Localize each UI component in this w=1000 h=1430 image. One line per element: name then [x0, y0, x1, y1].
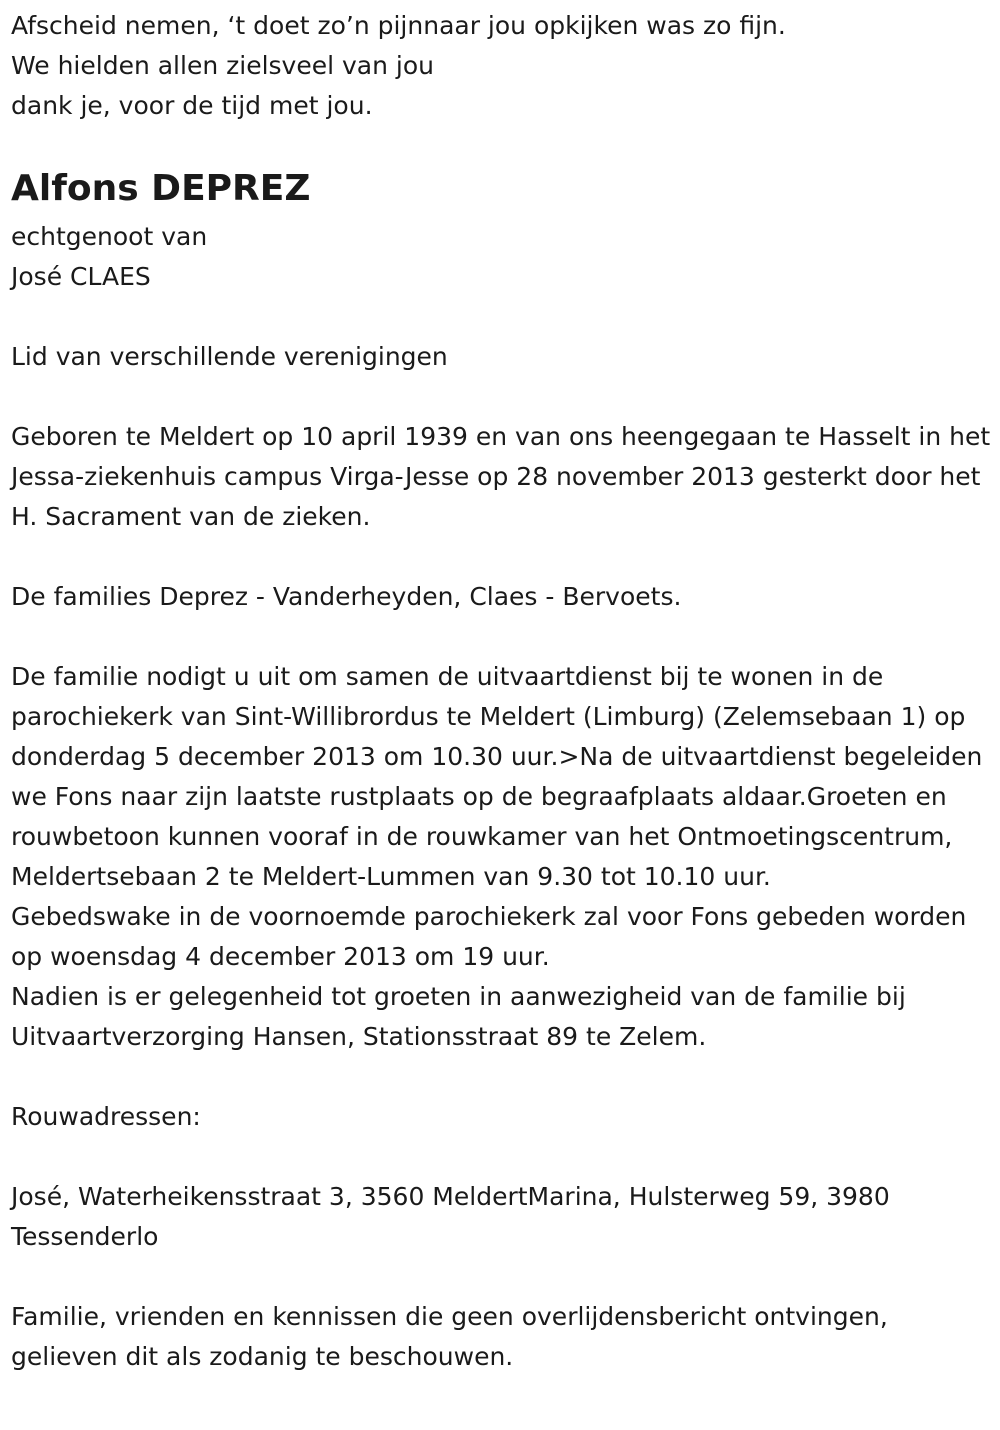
funeral-service-text: De familie nodigt u uit om samen de uitvaartdienst bij te wonen in de parochiekerk van Sint-Willibrordus te Meldert (Limburg) (Zelemsebaan 1) op donderdag 5 december 2013 om 10.30 uur.>Na de uitvaartdienst begeleiden we Fons naar zijn laatste rustplaats op de begraafplaats aldaar.Groeten en rouwbetoon kunnen vooraf in de rouwkamer van het Ontmoetingscentrum, Meldertsebaan 2 te Meldert-Lummen van 9.30 tot 10.10 uur. [11, 662, 983, 891]
obituary-page [11, 6, 995, 1377]
visitation-text: Nadien is er gelegenheid tot groeten in aanwezigheid van de familie bij Uitvaartverzorging Hansen, Stationsstraat 89 te Zelem. [11, 982, 906, 1051]
poem [11, 6, 995, 126]
families-text: De families Deprez - Vanderheyden, Claes - Bervoets. [11, 582, 682, 611]
poem-line: dank je, voor de tijd met jou. [11, 91, 373, 120]
addresses-heading: Rouwadressen: [11, 1102, 201, 1131]
deceased-name: Alfons DEPREZ [11, 168, 311, 209]
relation-text: echtgenoot van [11, 222, 208, 251]
closing-text: Familie, vrienden en kennissen die geen overlijdensbericht ontvingen, gelieven dit als zodanig te beschouwen. [11, 1302, 888, 1371]
poem-line: We hielden allen zielsveel van jou [11, 51, 434, 80]
membership-text: Lid van verschillende verenigingen [11, 342, 448, 371]
wake-text: Gebedswake in de voornoemde parochiekerk zal voor Fons gebeden worden op woensdag 4 december 2013 om 19 uur. [11, 902, 967, 971]
poem-line: Afscheid nemen, ‘t doet zo’n pijnnaar jou opkijken was zo fijn. [11, 11, 786, 40]
spouse-name: José CLAES [11, 262, 151, 291]
birth-death-text: Geboren te Meldert op 10 april 1939 en van ons heengegaan te Hasselt in het Jessa-ziekenhuis campus Virga-Jesse op 28 november 2013 gesterkt door het H. Sacrament van de zieken. [11, 422, 991, 531]
addresses-text: José, Waterheikensstraat 3, 3560 MeldertMarina, Hulsterweg 59, 3980 Tessenderlo [11, 1182, 890, 1251]
